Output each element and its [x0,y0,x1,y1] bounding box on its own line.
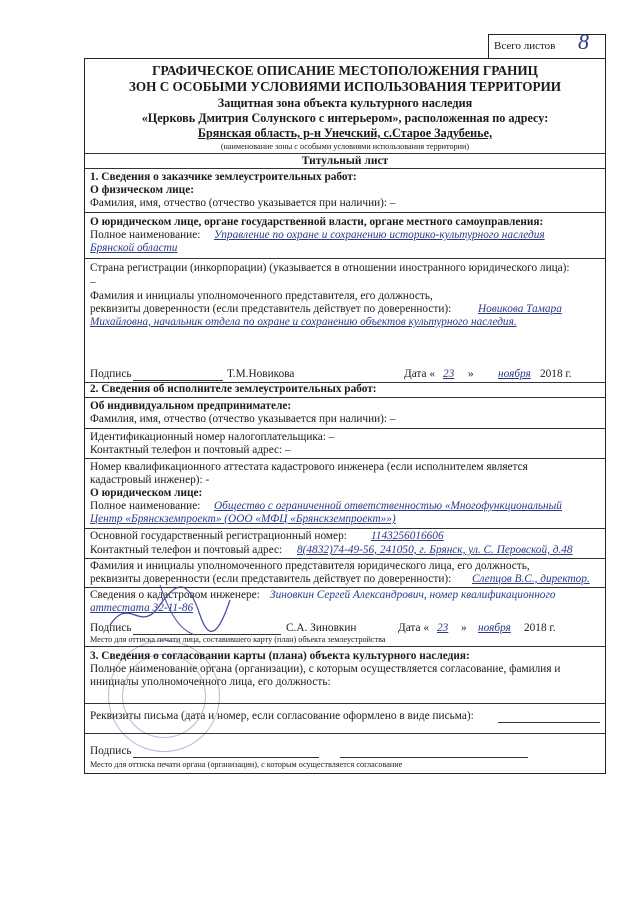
section1-full-name-value-2: Брянской области [90,242,178,254]
title-line-1: ГРАФИЧЕСКОЕ ОПИСАНИЕ МЕСТОПОЛОЖЕНИЯ ГРАНИЦ [152,63,538,78]
section2-ogrn-label: Основной государственный регистрационный номер: [90,530,347,542]
section3-signature-label: Подпись [90,745,132,757]
section1-country-label: Страна регистрации (инкорпорации) (указывается в отношении иностранного юридического лица): [90,262,570,274]
title-line-2: ЗОН С ОСОБЫМИ УСЛОВИЯМИ ИСПОЛЬЗОВАНИЯ ТЕРРИТОРИИ [128,79,562,94]
section1-country-value: – [90,276,96,288]
section2-signature-name: С.А. Зиновкин [286,622,357,634]
title-address: Брянская область, р-н Унечский, с.Старое Задубенье, [197,126,493,140]
section2-rep-value: Слепцов В.С., директор. [472,573,590,585]
section1-full-name-label: Полное наименование: [90,229,201,241]
section1-individual-name: Фамилия, имя, отчество (отчество указывается при наличии): – [90,197,396,209]
divider [84,558,606,559]
section1-rep-label-1: Фамилия и инициалы уполномоченного представителя, его должность, [90,290,433,302]
section1-date-quote: » [468,368,474,380]
divider [84,168,606,169]
divider [84,703,606,704]
section2-stamp-caption: Место для оттиска печати лица, составившего карту (план) объекта землеустройства [90,635,386,644]
section2-full-name-value: Общество с ограниченной ответственностью «Многофункциональный [214,500,562,512]
signature-scribble-icon [100,575,240,650]
section3-heading: 3. Сведения о согласовании карты (плана) объекта культурного наследия: [90,650,470,662]
divider [84,212,606,213]
divider [84,397,606,398]
section1-rep-value-2: Михайловна, начальник отдела по охране и сохранению объектов культурного наследия. [90,316,517,328]
divider [84,528,606,529]
section1-date-month: ноября [498,368,531,380]
section2-date-quote: » [461,622,467,634]
section2-ogrn-value: 1143256016606 [371,530,444,542]
title-line-3: Защитная зона объекта культурного наследия [217,96,473,110]
section2-qual-2: кадастровый инженер): - [90,474,210,486]
title-line-4: «Церковь Дмитрия Солунского с интерьером», расположенная по адресу: [141,111,549,125]
section3-letter-line [498,722,600,723]
section2-qual-1: Номер квалификационного аттестата кадастрового инженера (если исполнителем является [90,461,528,473]
sheets-count: 8 [578,29,589,54]
section3-signature-line-2 [340,757,528,758]
section2-rep-1: Фамилия и инициалы уполномоченного представителя юридического лица, его должность, [90,560,530,572]
section2-engineer-label: Сведения о кадастровом инженере: [90,589,260,601]
section2-legal-heading: О юридическом лице: [90,487,203,499]
section2-full-name-label: Полное наименование: [90,500,201,512]
section2-date-label: Дата « [398,622,429,634]
title-sheet-label: Титульный лист [301,155,389,167]
section2-date-day: 23 [437,622,449,634]
section2-rep-2: реквизиты доверенности (если представитель действует по доверенности): [90,573,452,585]
section2-contacts: Контактный телефон и почтовый адрес: – [90,444,291,456]
divider [84,428,606,429]
section3-full-name-1: Полное наименование органа (организации), с которым осуществляется согласование, фамилия и [90,663,561,675]
section2-ip-heading: Об индивидуальном предпринимателе: [90,400,292,412]
section1-full-name-value: Управление по охране и сохранению историко-культурного наследия [214,229,545,241]
section1-date-day: 23 [443,368,455,380]
section3-full-name-2: инициалы уполномоченного лица, его должность: [90,676,331,688]
section2-signature-label: Подпись [90,622,132,634]
section1-signature-name: Т.М.Новикова [227,368,295,380]
section1-date-year: 2018 г. [540,368,572,380]
section2-date-year: 2018 г. [524,622,556,634]
section2-contact-label: Контактный телефон и почтовый адрес: [90,544,283,556]
section1-rep-label-2: реквизиты доверенности (если представитель действует по доверенности): [90,303,452,315]
section3-stamp-caption: Место для оттиска печати органа (организации), с которым осуществляется согласование [90,760,403,769]
section1-signature-line [133,380,223,381]
section1-signature-label: Подпись [90,368,132,380]
divider [84,646,606,647]
section2-date-month: ноября [478,622,511,634]
section2-inn: Идентификационный номер налогоплательщика: – [90,431,335,443]
section1-individual-heading: О физическом лице: [90,184,194,196]
section2-engineer-value-1: Зиновкин Сергей Александрович, номер квалификационного [270,589,556,601]
section1-date-label: Дата « [404,368,435,380]
divider [84,733,606,734]
divider [84,258,606,259]
section2-engineer-value-2: аттестата 32-11-86 [90,602,194,614]
section2-contact-value: 8(4832)74-49-56, 241050, г. Брянск, ул. С. Перовской, д.48 [297,544,573,556]
section1-rep-value-1: Новикова Тамара [478,303,562,315]
sheets-label: Всего листов [494,40,556,52]
section3-signature-line-1 [133,757,319,758]
section2-ip-name: Фамилия, имя, отчество (отчество указывается при наличии): – [90,413,396,425]
title-caption: (наименование зоны с особыми условиями использования территории) [220,142,470,151]
divider [84,458,606,459]
section3-letter: Реквизиты письма (дата и номер, если согласование оформлено в виде письма): [90,710,474,722]
section1-heading: 1. Сведения о заказчике землеустроительных работ: [90,171,357,183]
section2-full-name-value-2: Центр «Брянскземпроект» (ООО «МФЦ «Брянскземпроект»») [90,513,396,525]
divider [84,153,606,154]
section2-heading: 2. Сведения об исполнителе землеустроительных работ: [90,383,377,395]
section1-legal-heading: О юридическом лице, органе государственной власти, органе местного самоуправления: [90,216,544,228]
